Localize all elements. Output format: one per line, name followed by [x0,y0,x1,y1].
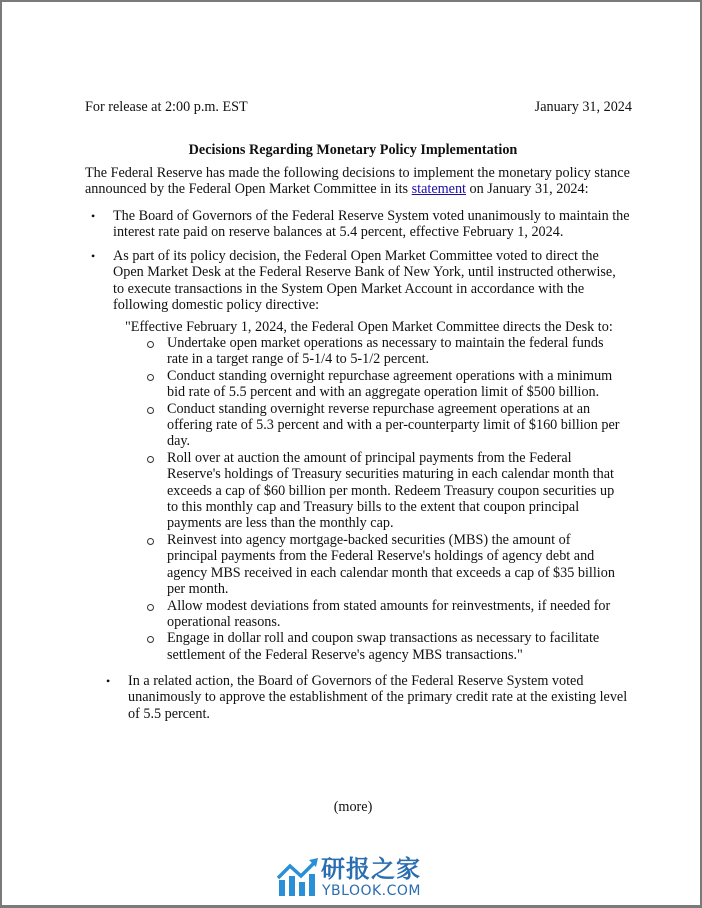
circle-bullet-icon [147,407,154,414]
directive-item-text: Conduct standing overnight repurchase agreement operations with a minimum bid rate of 5.5 percent and with an aggregate operation limit of $500 billion. [167,367,613,401]
directive-item-text: Conduct standing overnight reverse repurchase agreement operations at an offering rate of 5.3 percent and with a per-counterparty limit of $160 billion per day. [167,400,620,450]
bullet-icon: • [91,249,96,263]
bullet-item-fomc-directive [85,248,630,314]
release-time: For release at 2:00 p.m. EST [85,99,248,115]
circle-bullet-icon [147,604,154,611]
bullet-item-primary-credit [100,673,630,722]
directive-list [147,335,622,663]
release-date: January 31, 2024 [534,99,632,115]
bullet-icon: • [91,209,96,223]
directive-item [147,401,622,450]
statement-link[interactable]: statement [411,181,466,198]
circle-bullet-icon [147,538,154,545]
bullet-text: In a related action, the Board of Governors of the Federal Reserve System voted unanimously to approve the establishment of the primary credit rate at the existing level of 5.5 percent. [128,673,628,722]
circle-bullet-icon [147,636,154,643]
directive-item [147,368,622,401]
directive-item [147,335,622,368]
watermark-logo [277,855,437,900]
directive-item [147,630,622,663]
intro-text-before: The Federal Reserve has made the following decisions to implement the monetary policy stance announced by the Federal Open Market Committee in its [85,165,630,198]
more-indicator: (more) [333,799,373,815]
bullet-icon: • [106,674,111,688]
directive-lead: "Effective February 1, 2024, the Federal Open Market Committee directs the Desk to: [125,319,613,335]
bar-chart-arrow-icon [277,858,319,898]
release-header [85,99,632,116]
directive-item-text: Reinvest into agency mortgage-backed securities (MBS) the amount of principal payments from the Federal Reserve's holdings of agency debt and agency MBS received in each calendar month that exceeds a cap of $35 billion per month. [167,531,615,598]
directive-item-text: Roll over at auction the amount of principal payments from the Federal Reserve's holdings of Treasury securities maturing in each calendar month that exceeds a cap of $60 billion per month. Redeem Treasury coupon securities up to this monthly cap and Treasury bills to the extent that coupon principal payments are less than the monthly cap. [167,449,615,532]
circle-bullet-icon [147,341,154,348]
bullet-text: The Board of Governors of the Federal Reserve System voted unanimously to maintain the interest rate paid on reserve balances at 5.4 percent, effective February 1, 2024. [113,208,630,241]
circle-bullet-icon [147,374,154,381]
directive-item [147,450,622,532]
directive-item [147,598,622,631]
watermark-chinese-text: 研报之家 [321,855,421,883]
bullet-text: As part of its policy decision, the Federal Open Market Committee voted to direct the Open Market Desk at the Federal Reserve Bank of New York, until instructed otherwise, to execute transactions in the System Open Market Account in accordance with the following domestic policy directive: [113,248,616,314]
directive-item-text: Allow modest deviations from stated amounts for reinvestments, if needed for operational reasons. [167,597,611,630]
bullet-item-ioRB [85,208,630,241]
intro-paragraph [85,165,630,198]
directive-item-text: Undertake open market operations as necessary to maintain the federal funds rate in a target range of 5-1/4 to 5-1/2 percent. [167,335,604,368]
document-title: Decisions Regarding Monetary Policy Implementation [188,142,518,158]
directive-item [147,532,622,598]
watermark-english-text: YBLOOK.COM [322,883,422,899]
intro-text-after: on January 31, 2024: [466,181,589,198]
directive-item-text: Engage in dollar roll and coupon swap transactions as necessary to facilitate settlement of the Federal Reserve's agency MBS transactions." [167,630,600,663]
circle-bullet-icon [147,456,154,463]
